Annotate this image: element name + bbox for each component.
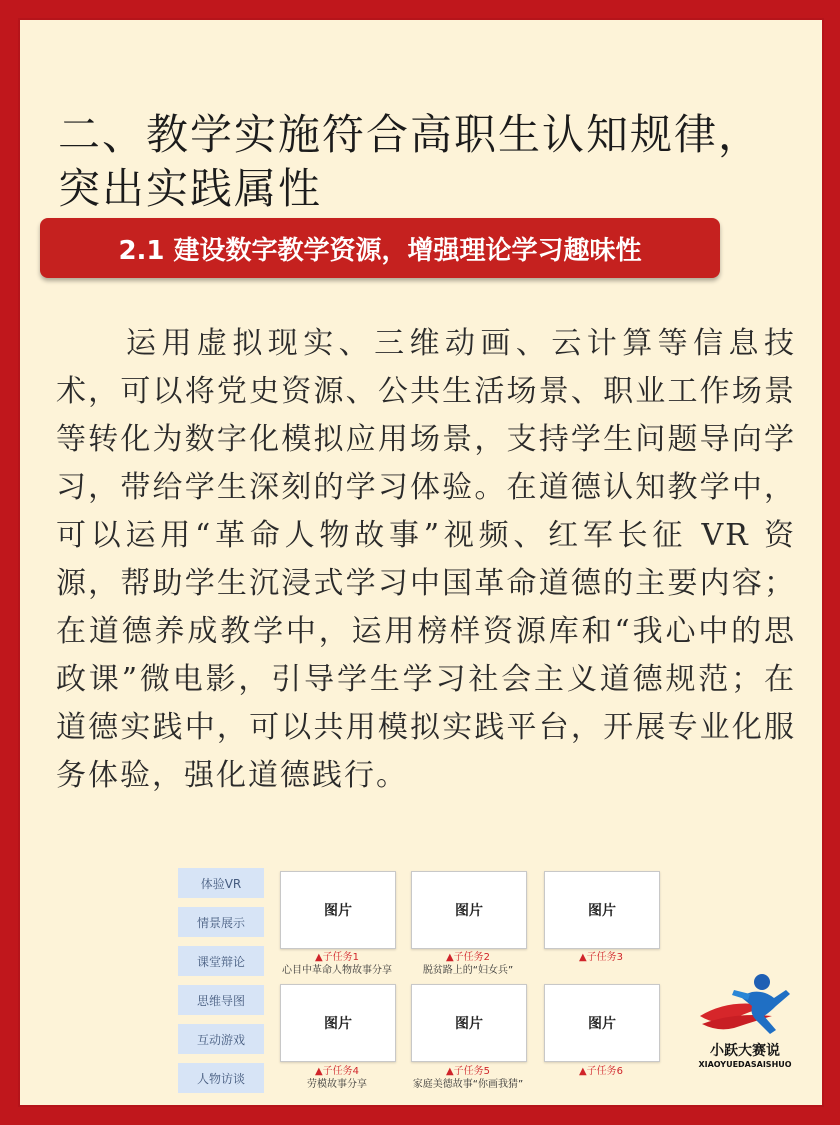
image-placeholder: 图片 [280, 871, 396, 949]
subtask-description: 家庭美德故事“你画我猜” [412, 1079, 524, 1090]
subtask-label: ▲子任务3 [578, 952, 624, 963]
image-placeholder: 图片 [411, 871, 527, 949]
side-button-interview: 人物访谈 [178, 1063, 264, 1093]
subsection-banner: 2.1 建设数字教学资源，增强理论学习趣味性 [40, 218, 720, 278]
subtask-description: 劳模故事分享 [307, 1079, 367, 1090]
side-button-game: 互动游戏 [178, 1024, 264, 1054]
image-placeholder: 图片 [411, 984, 527, 1062]
subtask-label: ▲子任务1 [314, 952, 360, 963]
subtask-label: ▲子任务4 [314, 1066, 360, 1077]
brand-name: 小跃大赛说 [710, 1043, 780, 1059]
subtask-description: 心目中革命人物故事分享 [282, 965, 392, 976]
image-placeholder: 图片 [544, 871, 660, 949]
brand-logo [690, 968, 800, 1088]
runner-logo-icon [690, 968, 800, 1040]
subtask-label: ▲子任务2 [445, 952, 491, 963]
subtask-description: 脱贫路上的“妇女兵” [422, 965, 514, 976]
page-frame [18, 18, 824, 1107]
subtask-label: ▲子任务5 [445, 1066, 491, 1077]
side-button-debate: 课堂辩论 [178, 946, 264, 976]
body-paragraph: 运用虚拟现实、三维动画、云计算等信息技术，可以将党史资源、公共生活场景、职业工作场景等转化为数字化模拟应用场景，支持学生问题导向学习，带给学生深刻的学习体验。在道德认知教学中，可以运用“革命人物故事”视频、红军长征 VR 资源，帮助学生沉浸式学习中国革命道德的主要内容；在道德养成教学中，运用榜样资源库和“我心中的思政课”微电影，引导学生学习社会主义道德规范；在道德实践中，可以共用模拟实践平台，开展专业化服务体验，强化道德践行。 [56, 326, 796, 793]
subtask-label: ▲子任务6 [578, 1066, 624, 1077]
brand-subtitle: XIAOYUEDASAISHUO [698, 1060, 792, 1069]
image-placeholder: 图片 [280, 984, 396, 1062]
section-heading: 二、教学实施符合高职生认知规律，突出实践属性 [58, 110, 763, 214]
side-button-vr: 体验VR [178, 868, 264, 898]
teaching-activity-diagram [178, 866, 668, 1096]
image-placeholder: 图片 [544, 984, 660, 1062]
side-button-mindmap: 思维导图 [178, 985, 264, 1015]
side-button-scene: 情景展示 [178, 907, 264, 937]
